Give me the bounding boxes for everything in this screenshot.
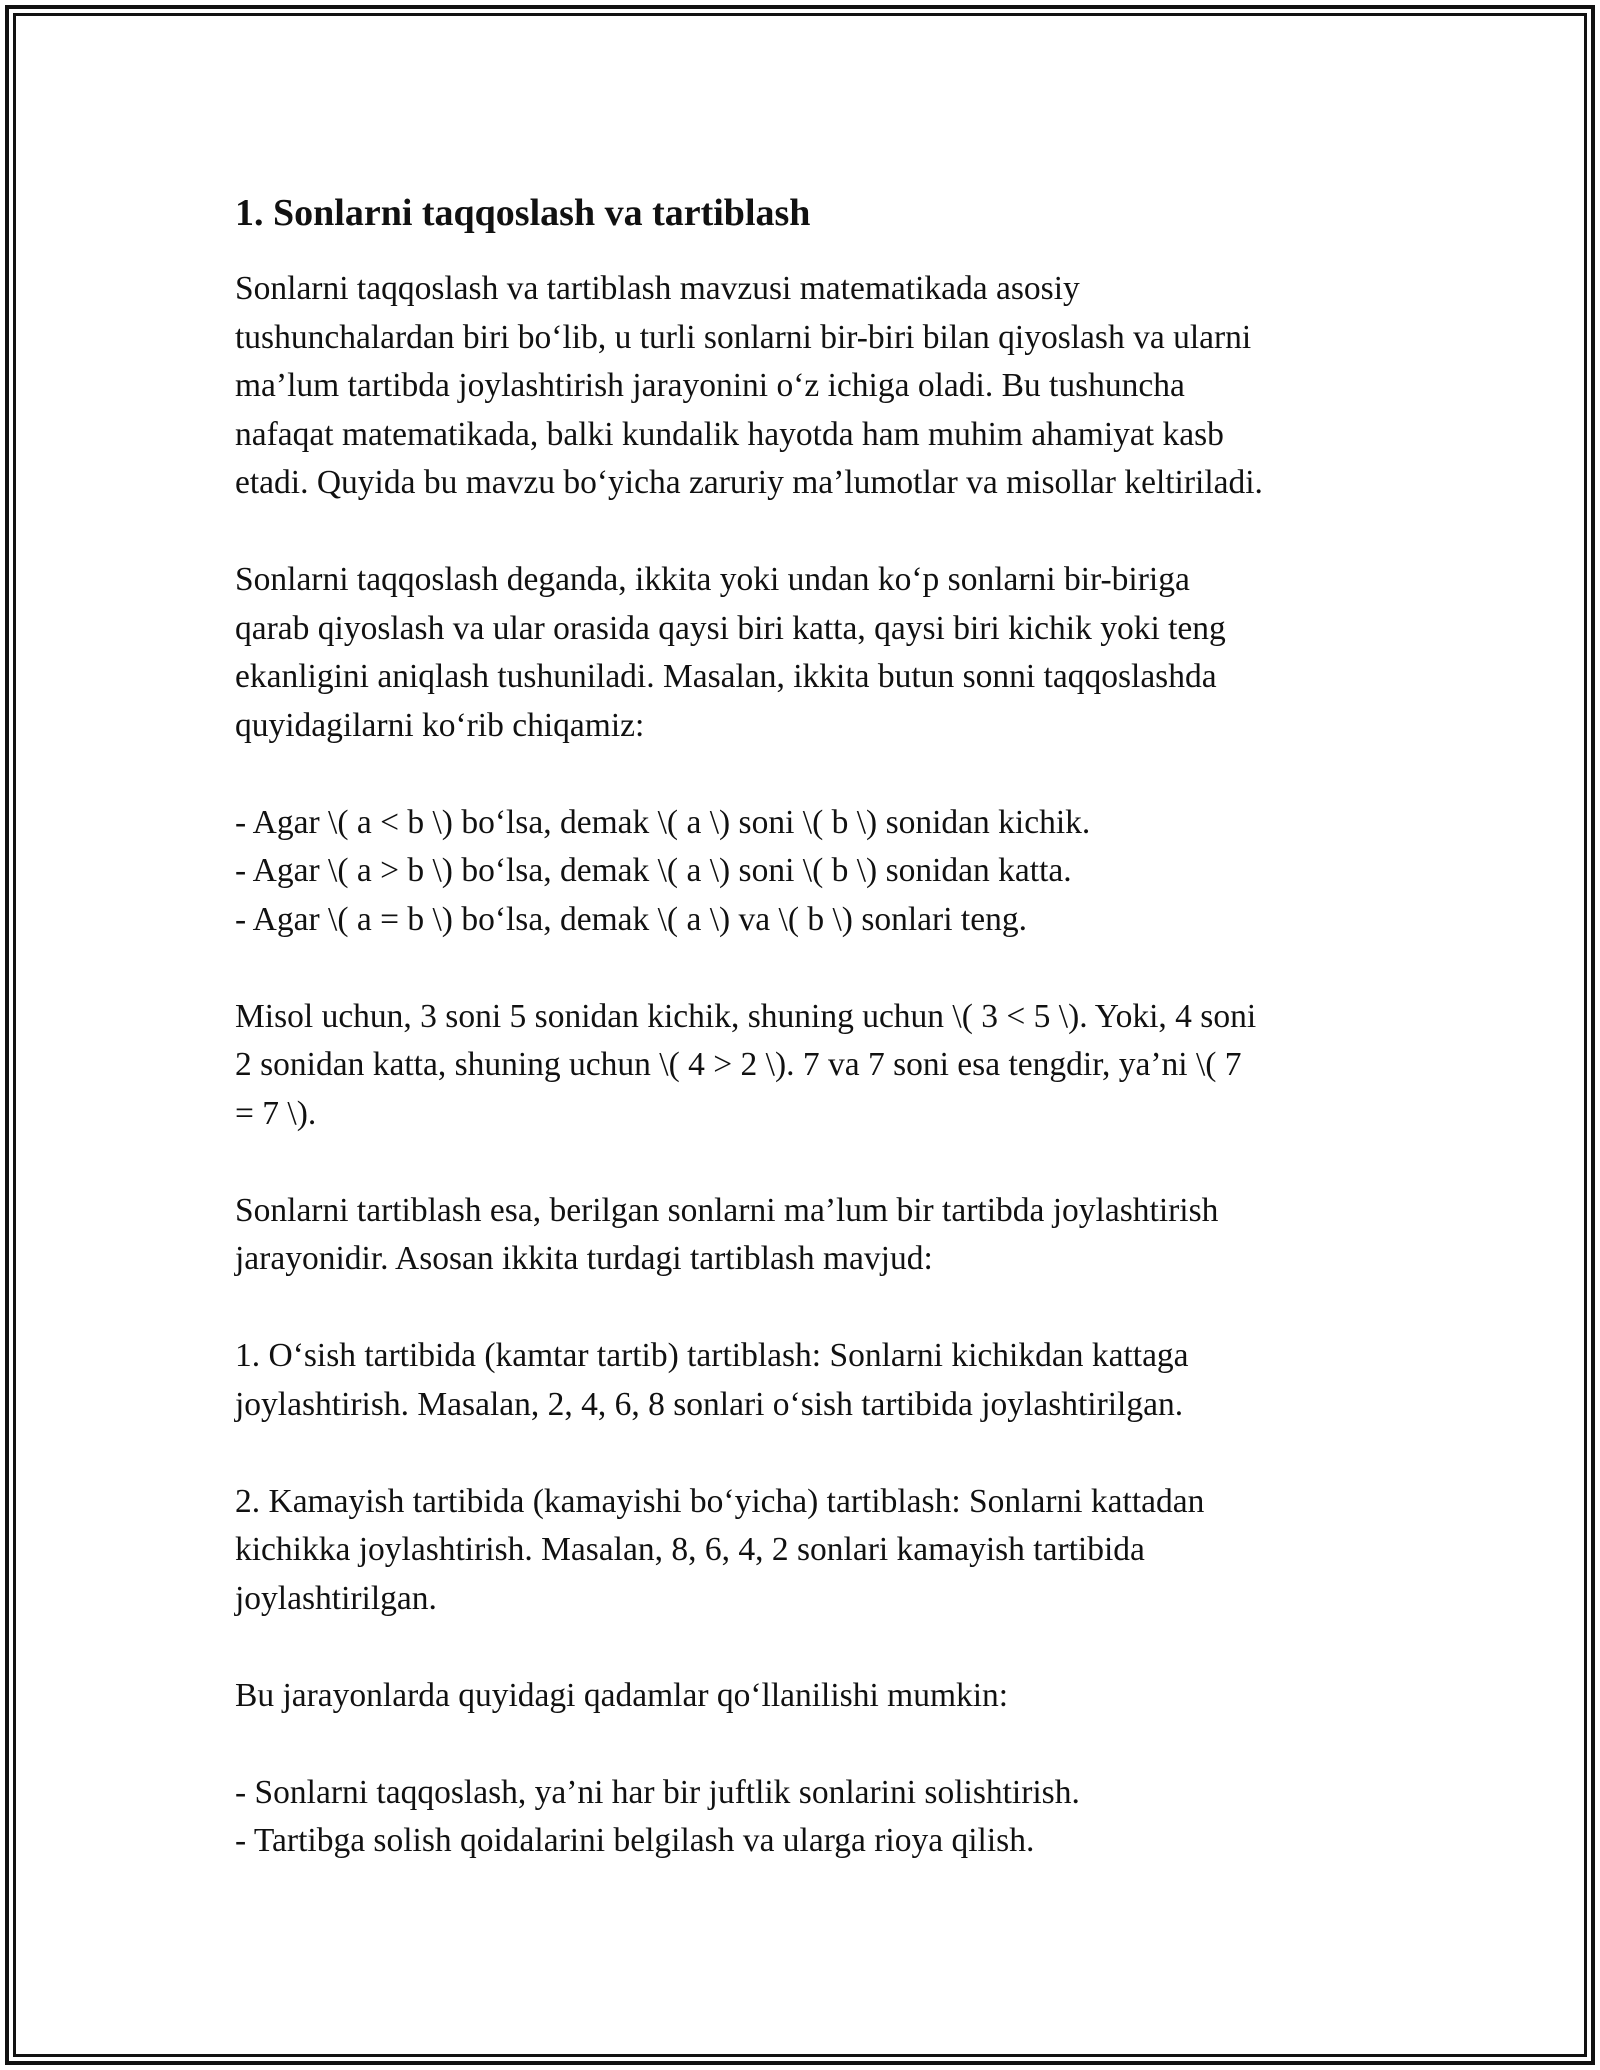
ordering-definition-paragraph: Sonlarni tartiblash esa, berilgan sonlarni ma’lum bir tartibda joylashtirish jarayonidir. Asosan ikkita turdagi tartiblash mavjud: (235, 1191, 1219, 1277)
paragraph-gap (235, 1429, 1375, 1478)
paragraph-gap (235, 1284, 1375, 1333)
comparison-definition-paragraph: Sonlarni taqqoslash deganda, ikkita yoki undan ko‘p sonlarni bir-biriga qarab qiyoslash va ular orasida qaysi biri katta, qaysi biri kichik yoki teng ekanligini aniqlash tushuniladi. Masalan, ikkita butun sonni taqqoslashda quyidagilarni ko‘rib chiqamiz: (235, 561, 1226, 744)
paragraph-gap (235, 1138, 1375, 1187)
steps-list: - Sonlarni taqqoslash, ya’ni har bir juftlik sonlarini solishtirish. - Tartibga solish qoidalarini belgilash va ularga rioya qilish. (235, 1773, 1080, 1859)
comparison-example-paragraph: Misol uchun, 3 soni 5 sonidan kichik, shuning uchun \( 3 < 5 \). Yoki, 4 soni 2 sonidan katta, shuning uchun \( 4 > 2 \). 7 va 7 soni esa tengdir, ya’ni \( 7 = 7 \). (235, 997, 1257, 1132)
paragraph-gap (235, 1720, 1375, 1769)
paragraph-gap (235, 944, 1375, 993)
paragraph-gap (235, 508, 1375, 557)
descending-order-item: 2. Kamayish tartibida (kamayishi bo‘yicha) tartiblash: Sonlarni kattadan kichikka joylashtirish. Masalan, 8, 6, 4, 2 sonlari kamayish tartibida joylashtirilgan. (235, 1482, 1205, 1617)
document-body (235, 185, 1375, 1866)
steps-intro-paragraph: Bu jarayonlarda quyidagi qadamlar qo‘llanilishi mumkin: (235, 1676, 1009, 1714)
paragraph-gap (235, 1623, 1375, 1672)
comparison-rules-list: - Agar \( a < b \) bo‘lsa, demak \( a \) soni \( b \) sonidan kichik. - Agar \( a > b \) bo‘lsa, demak \( a \) soni \( b \) sonidan katta. - Agar \( a = b \) bo‘lsa, demak \( a \) va \( b \) sonlari teng. (235, 803, 1091, 938)
ascending-order-item: 1. O‘sish tartibida (kamtar tartib) tartiblash: Sonlarni kichikdan kattaga joylashtirish. Masalan, 2, 4, 6, 8 sonlari o‘sish tartibida joylashtirilgan. (235, 1337, 1189, 1423)
intro-paragraph: Sonlarni taqqoslash va tartiblash mavzusi matematikada asosiy tushunchalardan biri bo‘lib, u turli sonlarni bir-biri bilan qiyoslash va ularni ma’lum tartibda joylashtirish jarayonini o‘z ichiga oladi. Bu tushuncha nafaqat matematikada, balki kundalik hayotda ham muhim ahamiyat kasb etadi. Quyida bu mavzu bo‘yicha zaruriy ma’lumotlar va misollar keltiriladi. (235, 270, 1263, 501)
section-title: 1. Sonlarni taqqoslash va tartiblash (235, 192, 811, 234)
paragraph-gap (235, 750, 1375, 799)
